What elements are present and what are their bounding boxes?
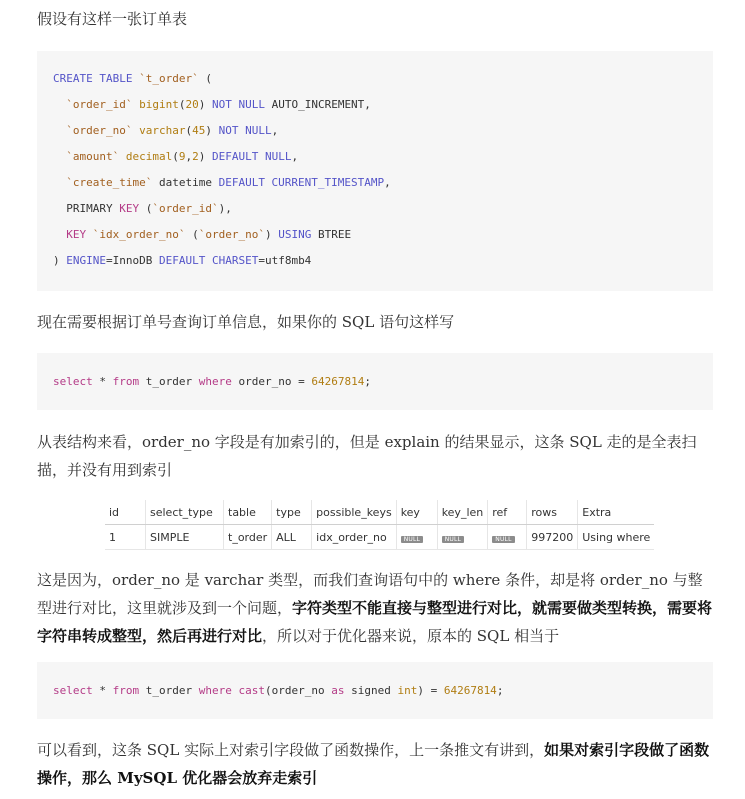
cell-rows: 997200	[527, 525, 578, 550]
code-line-7: KEY `idx_order_no` (`order_no`) USING BTREE	[66, 228, 352, 241]
create-table-code-block	[37, 51, 713, 291]
explain-data-row	[105, 525, 654, 550]
paragraph-conclusion: 可以看到，这条 SQL 实际上对索引字段做了函数操作，上一条推文有讲到，如果对索引字段做了函数操作，那么 MySQL 优化器会放弃走索引	[37, 741, 710, 787]
select-query-code-block	[37, 353, 713, 410]
col-header-key: key	[396, 500, 437, 525]
cell-ref	[488, 525, 527, 550]
col-header-extra: Extra	[578, 500, 655, 525]
cell-possible-keys: idx_order_no	[312, 525, 397, 550]
cast-query-code-block	[37, 662, 713, 719]
paragraph-explanation: 这是因为，order_no 是 varchar 类型，而我们查询语句中的 where 条件，却是将 order_no 与整型进行对比，这里就涉及到一个问题，字符类型不能直接与整型进行对比，就需要做类型转换，需要将字符串转成整型，然后再进行对比，所以对于优化器来说，原本的 SQL 相当于	[37, 571, 713, 645]
col-header-possible-keys: possible_keys	[312, 500, 397, 525]
col-header-select-type: select_type	[146, 500, 224, 525]
null-badge: NULL	[442, 536, 464, 543]
code-line-2: `order_id` bigint(20) NOT NULL AUTO_INCREMENT,	[66, 98, 371, 111]
explain-header-row	[105, 500, 654, 525]
cell-key	[396, 525, 437, 550]
explain-result-table	[105, 500, 654, 550]
bold-conclusion: 如果对索引字段做了函数操作，那么 MySQL 优化器会放弃走索引	[37, 741, 710, 787]
paragraph-query-intro: 现在需要根据订单号查询订单信息，如果你的 SQL 语句这样写	[37, 313, 455, 331]
cell-id: 1	[105, 525, 146, 550]
cell-extra: Using where	[578, 525, 655, 550]
code-line-8: ) ENGINE=InnoDB DEFAULT CHARSET=utf8mb4	[53, 254, 312, 267]
code-line-5: `create_time` datetime DEFAULT CURRENT_TIMESTAMP,	[66, 176, 391, 189]
col-header-type: type	[272, 500, 312, 525]
null-badge: NULL	[492, 536, 514, 543]
cell-select-type: SIMPLE	[146, 525, 224, 550]
paragraph-explain-intro: 从表结构来看，order_no 字段是有加索引的，但是 explain 的结果显示，这条 SQL 走的是全表扫描，并没有用到索引	[37, 433, 697, 479]
intro-text: 假设有这样一张订单表	[37, 10, 188, 28]
code-line-3: `order_no` varchar(45) NOT NULL,	[66, 124, 279, 137]
cast-query-line: select * from t_order where cast(order_no as signed int) = 64267814;	[53, 684, 504, 697]
code-line-1: CREATE TABLE `t_order` (	[53, 72, 212, 85]
col-header-id: id	[105, 500, 146, 525]
null-badge: NULL	[401, 536, 423, 543]
cell-table: t_order	[224, 525, 272, 550]
code-line-4: `amount` decimal(9,2) DEFAULT NULL,	[66, 150, 299, 163]
cell-key-len	[437, 525, 488, 550]
bold-emphasis: 字符类型不能直接与整型进行对比，就需要做类型转换，需要将字符串转成整型，然后再进行对比	[37, 599, 713, 645]
code-line-6: PRIMARY KEY (`order_id`),	[66, 202, 232, 215]
query-line: select * from t_order where order_no = 64267814;	[53, 375, 371, 388]
col-header-key-len: key_len	[437, 500, 488, 525]
col-header-rows: rows	[527, 500, 578, 525]
col-header-ref: ref	[488, 500, 527, 525]
cell-type: ALL	[272, 525, 312, 550]
col-header-table: table	[224, 500, 272, 525]
